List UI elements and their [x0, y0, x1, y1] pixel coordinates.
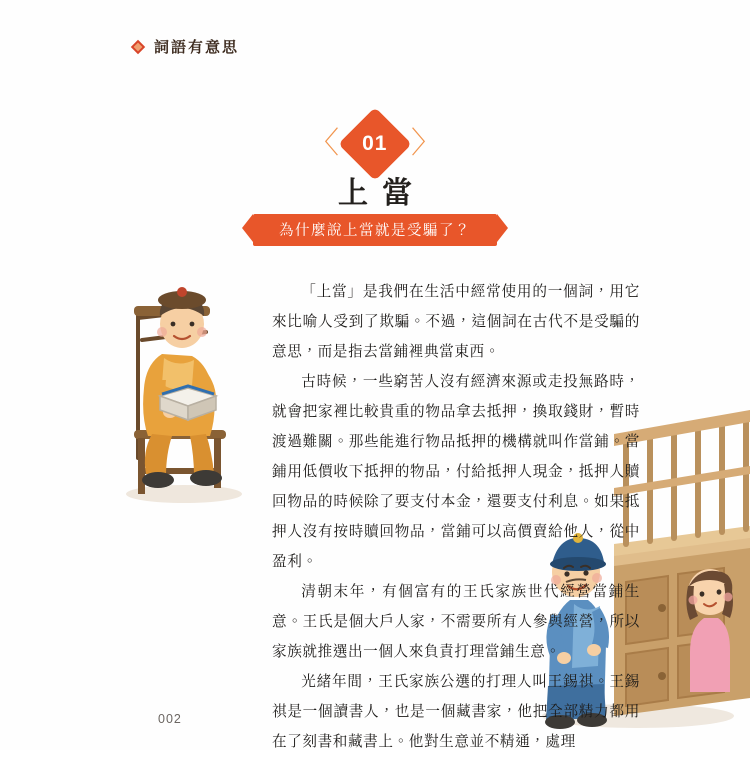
brace-left-icon: 〈	[309, 126, 339, 161]
running-head-label: 詞語有意思	[154, 38, 240, 56]
running-head	[130, 36, 239, 57]
paragraph: 「上當」是我們在生活中經常使用的一個詞，用它來比喻人受到了欺騙。不過，這個詞在古代不是受騙的意思，而是指去當鋪裡典當東西。	[272, 283, 640, 360]
page-number: 002	[158, 712, 182, 726]
paragraph: 清朝末年，有個富有的王氏家族世代經營當鋪生意。王氏是個大戶人家，不需要所有人參與經營，所以家族就推選出一個人來負責打理當鋪生意。	[272, 583, 640, 660]
seated-man-reading-book-illustration	[112, 262, 264, 510]
paragraph: 光緒年間，王氏家族公選的打理人叫王錫祺。王錫祺是一個讀書人，也是一個藏書家，他把全部精力都用在了刻書和藏書上。他對生意並不精通，處理	[272, 673, 640, 750]
chapter-number-label: 01	[362, 131, 388, 155]
page-title: 上當	[338, 176, 426, 211]
chapter-badge-group	[0, 118, 750, 170]
subtitle-ribbon	[0, 214, 750, 246]
paragraph: 古時候，一些窮苦人沒有經濟來源或走投無路時，就會把家裡比較貴重的物品拿去抵押，換取錢財，暫時渡過難關。那些能進行物品抵押的機構就叫作當鋪。當鋪用低價收下抵押的物品，付給抵押人現金，抵押人贖回物品的時候除了要支付本金，還要支付利息。如果抵押人沒有按時贖回物品，當鋪可以高價賣給他人，從中盈利。	[272, 373, 640, 570]
diamond-ornament-icon	[130, 39, 146, 55]
subtitle-label: 為什麼說上當就是受騙了？	[253, 214, 497, 246]
brace-right-icon: 〉	[411, 126, 441, 161]
body-text	[272, 277, 640, 757]
